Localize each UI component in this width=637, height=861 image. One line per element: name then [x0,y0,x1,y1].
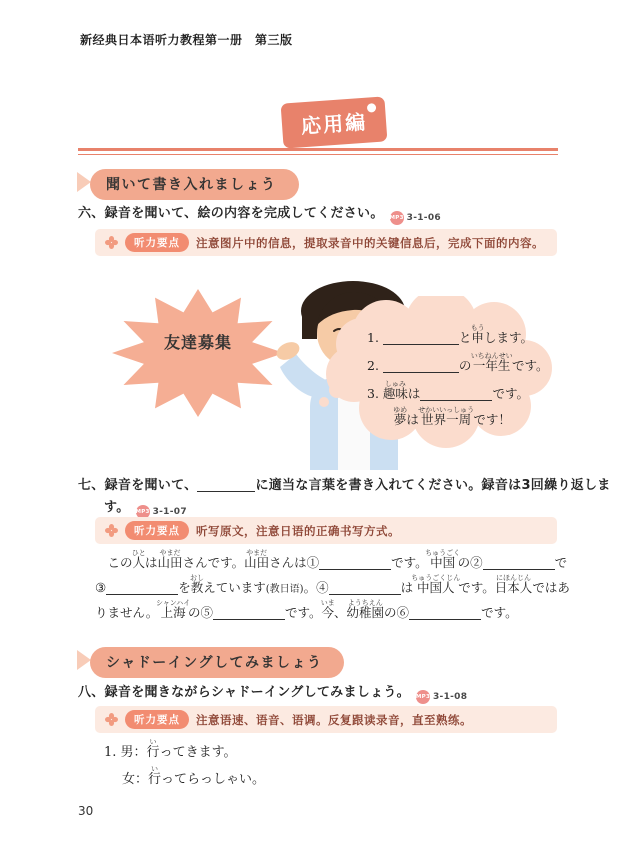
item7-heading-line1: 七、録音を聞いて、 に適当な言葉を書き入れてください。録音は3回繰り返しま [78,478,611,493]
item6-heading [78,202,441,225]
dialogue-line-male: 1. 男：行いってきます。 [104,738,237,760]
audio-track-6 [390,211,441,225]
mp3-icon: MP3 [416,690,430,704]
page-number: 30 [78,804,94,818]
audio-track-8 [416,690,467,704]
book-header: 新经典日本语听力教程第一册 第三版 [80,33,293,47]
passage-line-3: りません。上海シャンハイの⑤ です。今いま、幼稚園ようちえんの⑥ です。 [95,599,518,620]
section-shadowing-title: シャドーイングしてみましょう [90,647,344,678]
listening-tip-box-1 [95,229,557,256]
clover-icon [105,236,118,249]
bubble-line-1: 1. と申もうします。 [367,324,533,345]
divider-rule-thin [78,154,558,155]
section-listen-write-title: 聞いて書き入れましょう [90,169,299,200]
item8-heading [78,681,467,704]
tip-badge: 听力要点 [125,233,189,252]
clover-icon [105,713,118,726]
mp3-icon: MP3 [390,211,404,225]
unit-badge [281,96,388,148]
audio-track-number: 3-1-06 [406,213,441,223]
tip-badge: 听力要点 [125,710,189,729]
tip-text: 注意图片中的信息，提取录音中的关键信息后，完成下面的内容。 [196,235,544,250]
item7-heading-line2 [104,496,187,519]
item6-heading-text: 六、録音を聞いて、絵の内容を完成してください。 [78,206,384,221]
divider-rule-thick [78,148,558,151]
item8-heading-text: 八、録音を聞きながらシャドーイングしてみましょう。 [78,685,410,700]
badge-dot-icon [367,103,377,113]
bubble-dream-line: 夢ゆめは世界一周せかいいっしゅうです！ [393,406,511,427]
tip-text: 注意语速、语音、语调。反复跟读录音，直至熟练。 [196,712,472,727]
clover-icon [105,524,118,537]
audio-track-number: 3-1-07 [152,507,187,517]
item7-heading-line2-text: す。 [104,500,130,515]
audio-track-number: 3-1-08 [432,692,468,702]
listening-tip-box-3 [95,706,557,733]
tip-badge: 听力要点 [125,521,189,540]
tip-text: 听写原文，注意日语的正确书写方式。 [196,523,400,538]
passage-line-2: ③ を教おしえています(教日语)。④ は中国人ちゅうごくじんです。日本人にほんじんではあ [95,574,570,595]
bubble-line-2: 2. の一年生いちねんせいです。 [367,352,549,373]
passage-line-1: この人ひとは山田やまださんです。山田やまださんは① です。中国ちゅうごくの② で [95,549,568,570]
listening-tip-box-2 [95,517,557,544]
mp3-icon: MP3 [136,505,150,519]
chevron-right-icon [77,172,91,192]
bubble-line-3: 3. 趣味しゅみは です。 [367,380,529,401]
chevron-right-icon [77,650,91,670]
dialogue-line-female: 女：行いってらっしゃい。 [122,765,266,787]
starburst-label: 友達募集 [163,333,232,352]
unit-badge-label: 応用編 [300,109,368,139]
